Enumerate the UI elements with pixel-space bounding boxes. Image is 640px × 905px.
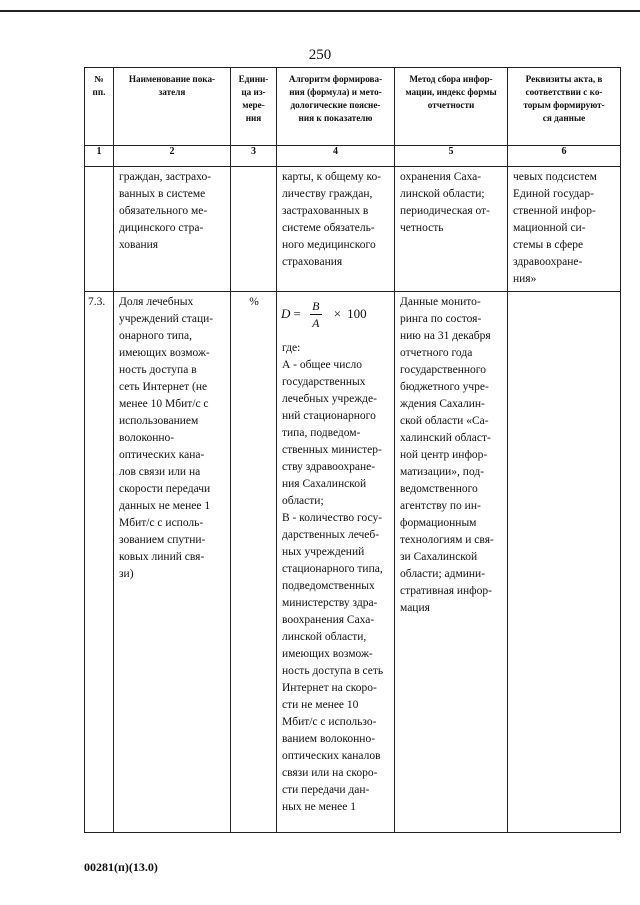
- text-line: мационной си-: [513, 222, 586, 234]
- col-number: 3: [231, 146, 277, 167]
- fraction-bar: [310, 314, 322, 315]
- text-line: ния: [245, 113, 262, 123]
- header-cell-unit: [231, 68, 277, 146]
- text-line: Едини-: [238, 74, 269, 84]
- text-line: типа, подведом-: [282, 427, 361, 439]
- text-line: ждения Сахалин-: [400, 398, 485, 410]
- text-line: где:: [282, 342, 301, 354]
- text-line: В - количество госу-: [282, 512, 383, 524]
- text-line: №: [94, 74, 104, 84]
- text-line: пп.: [92, 87, 106, 97]
- indicator-name-cell: [114, 167, 231, 292]
- text-line: дологические поясне-: [290, 100, 381, 110]
- cell-text: [114, 73, 230, 99]
- cell-text: [395, 292, 507, 617]
- text-line: агентству по ин-: [400, 500, 481, 512]
- text-line: Интернет на скоро-: [282, 682, 377, 694]
- text-line: области; админи-: [400, 568, 486, 580]
- formula-multiplier: 100: [347, 306, 367, 321]
- text-line: сеть Интернет (не: [119, 381, 208, 393]
- text-line: ца из-: [241, 87, 266, 97]
- text-line: министерству здра-: [282, 597, 378, 609]
- text-line: ведомственного: [400, 483, 478, 495]
- text-line: граждан, застрахо-: [119, 171, 212, 183]
- text-line: стационарного типа,: [282, 563, 383, 575]
- col-number: 4: [277, 146, 395, 167]
- cell-text: [277, 73, 394, 125]
- text-line: ванием волоконно-: [282, 733, 376, 745]
- page-number: 250: [308, 47, 332, 63]
- indicator-name-cell: [114, 292, 231, 833]
- text-line: зи Сахалинской: [400, 551, 478, 563]
- text-line: периодическая от-: [400, 205, 491, 217]
- text-line: связи или на скоро-: [282, 767, 378, 779]
- text-line: воохранения Саха-: [282, 614, 375, 626]
- text-line: дицинского стра-: [119, 222, 204, 234]
- formula-denominator: A: [312, 315, 320, 330]
- indicator-table: [84, 67, 621, 833]
- col-number: 6: [508, 146, 621, 167]
- unit-cell: [231, 167, 277, 292]
- cell-text: [277, 338, 394, 816]
- text-line: отчетного года: [400, 347, 473, 359]
- act-cell: [508, 292, 621, 833]
- text-line: здравоохране-: [513, 256, 583, 268]
- formula-equals: =: [293, 306, 301, 321]
- cell-text: [508, 73, 620, 125]
- text-line: ния»: [513, 273, 537, 285]
- cell-text: [231, 73, 276, 125]
- text-line: ной центр инфор-: [400, 449, 488, 461]
- text-line: имеющих возмож-: [282, 648, 373, 660]
- text-line: зи): [119, 568, 134, 580]
- cell-text: [85, 73, 113, 99]
- text-line: охранения Саха-: [400, 171, 482, 183]
- text-line: мации, индекс формы: [405, 87, 497, 97]
- text-line: зованием спутни-: [119, 534, 206, 546]
- text-line: Мбит/с с использо-: [282, 716, 377, 728]
- text-line: халинский област-: [400, 432, 491, 444]
- text-line: ству здравоохране-: [282, 461, 376, 473]
- text-line: Доля лечебных: [119, 296, 194, 308]
- text-line: оптических кана-: [119, 449, 205, 461]
- header-cell-number: [85, 68, 114, 146]
- cell-text: [277, 167, 394, 271]
- text-line: ся данные: [542, 113, 586, 123]
- text-line: мация: [400, 602, 430, 614]
- text-line: торым формируют-: [523, 100, 605, 110]
- text-line: данных не менее 1: [119, 500, 211, 512]
- formula-numerator: B: [312, 298, 320, 313]
- text-line: ской области «Са-: [400, 415, 489, 427]
- row-number-cell: 7.3.: [85, 292, 114, 833]
- header-row: [85, 68, 621, 146]
- row-number-cell: [85, 167, 114, 292]
- text-line: системе обязатель-: [282, 222, 375, 234]
- text-line: ность доступа в: [119, 364, 197, 376]
- text-line: государственного: [400, 364, 486, 376]
- table-row: [85, 167, 621, 292]
- text-line: чевых подсистем: [513, 171, 597, 183]
- col-number: 5: [395, 146, 508, 167]
- text-line: лечебных учрежде-: [282, 393, 377, 405]
- header-cell-method: [395, 68, 508, 146]
- text-line: четность: [400, 222, 444, 234]
- act-cell: [508, 167, 621, 292]
- method-cell: [395, 292, 508, 833]
- table-row: [85, 292, 621, 833]
- text-line: хования: [119, 239, 159, 251]
- cell-text: [395, 73, 507, 112]
- text-line: Наименование пока-: [128, 74, 216, 84]
- text-line: подведомственных: [282, 580, 375, 592]
- text-line: соответствии с ко-: [525, 87, 603, 97]
- text-line: имеющих возмож-: [119, 347, 210, 359]
- text-line: ных не менее 1: [282, 801, 357, 813]
- text-line: технологиям и свя-: [400, 534, 494, 546]
- text-line: Мбит/с с исполь-: [119, 517, 204, 529]
- header-cell-act: [508, 68, 621, 146]
- text-line: ность доступа в сеть: [282, 665, 384, 677]
- text-line: менее 10 Мбит/с с: [119, 398, 209, 410]
- text-line: лов связи или на: [119, 466, 201, 478]
- text-line: скорости передачи: [119, 483, 211, 495]
- top-rule: [0, 10, 640, 12]
- text-line: отчетности: [427, 100, 475, 110]
- text-line: карты, к общему ко-: [282, 171, 382, 183]
- algorithm-cell: [277, 292, 395, 833]
- text-line: личеству граждан,: [282, 188, 373, 200]
- text-line: страхования: [282, 256, 343, 268]
- formula-times: ×: [333, 306, 342, 321]
- text-line: Алгоритм формирова-: [288, 74, 383, 84]
- text-line: мере-: [242, 100, 265, 110]
- text-line: матизации», под-: [400, 466, 485, 478]
- text-line: ринга по состоя-: [400, 313, 482, 325]
- text-line: Единой государ-: [513, 188, 594, 200]
- text-line: ного медицинского: [282, 239, 376, 251]
- text-line: формационным: [400, 517, 477, 529]
- text-line: А - общее число: [282, 359, 362, 371]
- text-line: онарного типа,: [119, 330, 193, 342]
- document-code: 00281(п)(13.0): [84, 860, 158, 874]
- col-number: 1: [85, 146, 114, 167]
- header-cell-name: [114, 68, 231, 146]
- text-line: зателя: [158, 87, 186, 97]
- text-line: Метод сбора инфор-: [409, 74, 493, 84]
- text-line: нию на 31 декабря: [400, 330, 491, 342]
- text-line: учреждений стаци-: [119, 313, 214, 325]
- text-line: области;: [282, 495, 324, 507]
- cell-text: [114, 167, 230, 254]
- text-line: сти передачи дан-: [282, 784, 370, 796]
- header-cell-algorithm: [277, 68, 395, 146]
- column-number-row: [85, 146, 621, 167]
- text-line: дарственных лечеб-: [282, 529, 380, 541]
- cell-text: [114, 292, 230, 583]
- text-line: обязательного ме-: [119, 205, 208, 217]
- text-line: ных учреждений: [282, 546, 365, 558]
- text-line: ванных в системе: [119, 188, 206, 200]
- text-line: оптических каналов: [282, 750, 381, 762]
- formula: [281, 296, 394, 332]
- text-line: Реквизиты акта, в: [525, 74, 603, 84]
- cell-text: [508, 167, 620, 288]
- col-number: 2: [114, 146, 231, 167]
- text-line: застрахованных в: [282, 205, 369, 217]
- text-line: ственных министер-: [282, 444, 382, 456]
- text-line: бюджетного учре-: [400, 381, 489, 393]
- formula-fraction: [310, 299, 322, 330]
- method-cell: [395, 167, 508, 292]
- text-line: ственной инфор-: [513, 205, 596, 217]
- text-line: государственных: [282, 376, 366, 388]
- text-line: ния Сахалинской: [282, 478, 367, 490]
- text-line: ния к показателю: [298, 113, 373, 123]
- text-line: ний стационарного: [282, 410, 376, 422]
- text-line: использованием: [119, 415, 199, 427]
- text-line: сти не менее 10: [282, 699, 359, 711]
- text-line: линской области;: [400, 188, 485, 200]
- text-line: волоконно-: [119, 432, 175, 444]
- text-line: Данные монито-: [400, 296, 481, 308]
- text-line: ния (формула) и мето-: [289, 87, 382, 97]
- text-line: стративная инфор-: [400, 585, 492, 597]
- unit-cell: %: [231, 292, 277, 833]
- formula-lhs: D: [281, 306, 291, 321]
- algorithm-cell: [277, 167, 395, 292]
- text-line: ковых линий свя-: [119, 551, 205, 563]
- text-line: линской области,: [282, 631, 367, 643]
- cell-text: [395, 167, 507, 237]
- text-line: стемы в сфере: [513, 239, 584, 251]
